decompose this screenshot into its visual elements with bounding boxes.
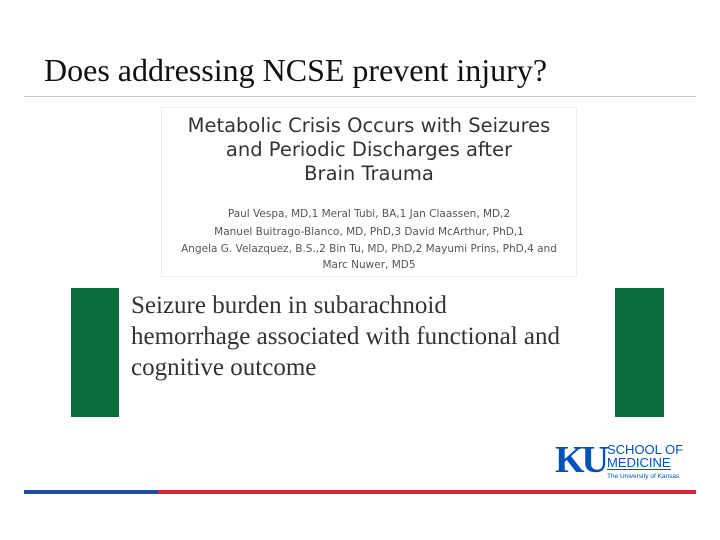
slide-title: Does addressing NCSE prevent injury? — [44, 52, 548, 88]
paper1-author-line: Marc Nuwer, MD5 — [322, 259, 416, 271]
paper1-title-line: Brain Trauma — [304, 162, 434, 185]
paper2-title-line: Seizure burden in subarachnoid — [131, 292, 447, 319]
paper2-card — [119, 288, 615, 417]
paper1-author-line: Angela G. Velazquez, B.S.,2 Bin Tu, MD, PhD,2 Mayumi Prins, PhD,4 and — [181, 243, 557, 255]
paper-excerpt-metabolic-crisis — [161, 107, 577, 277]
ku-logo-mark: KU — [555, 439, 606, 481]
paper2-title-line: hemorrhage associated with functional and — [131, 323, 561, 350]
logo-line-school-of: SCHOOL OF — [607, 442, 684, 457]
paper1-title — [162, 114, 576, 186]
footer-bar-blue — [24, 490, 158, 494]
paper1-author-line: Paul Vespa, MD,1 Meral Tubi, BA,1 Jan Claassen, MD,2 — [227, 208, 511, 220]
footer-bar-red — [158, 490, 696, 494]
paper-excerpt-seizure-burden — [71, 288, 664, 417]
paper2-title-line: cognitive outcome — [131, 354, 317, 381]
title-divider — [24, 96, 696, 97]
paper2-title — [131, 290, 611, 383]
paper1-title-line: Metabolic Crisis Occurs with Seizures — [187, 114, 551, 137]
logo-line-university: The University of Kansas — [607, 473, 680, 480]
paper1-title-line: and Periodic Discharges after — [225, 138, 513, 161]
logo-line-medicine: MEDICINE — [607, 455, 671, 470]
paper1-author-line: Manuel Buitrago-Blanco, MD, PhD,3 David McArthur, PhD,1 — [214, 226, 524, 238]
ku-school-of-medicine-logo — [555, 439, 695, 482]
